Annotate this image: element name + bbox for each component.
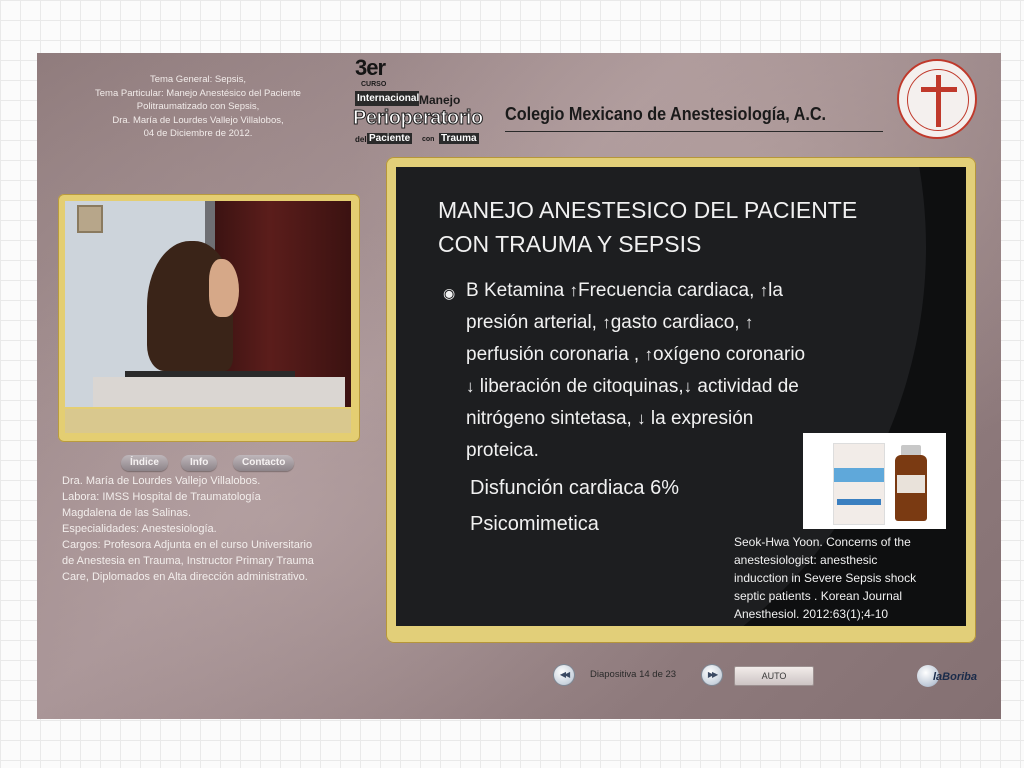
course-manejo: Manejo — [419, 93, 461, 107]
brand-logo[interactable] — [917, 661, 987, 691]
body-text: nitrógeno sintetasa, — [466, 408, 638, 429]
course-perioperatorio: Perioperatorio — [353, 107, 483, 129]
speaker-line: Dra. María de Lourdes Vallejo Villalobos. — [62, 475, 261, 487]
session-info — [67, 73, 329, 141]
slide-counter: Diapositiva 14 de 23 — [590, 669, 677, 680]
arrow-up-icon: ↑ — [569, 281, 578, 300]
course-internacional: Internacional — [357, 93, 420, 104]
body-text: proteica. — [466, 440, 539, 461]
arrow-down-icon: ↓ — [637, 409, 646, 428]
seal-cross-horizontal — [921, 87, 957, 92]
session-line: Dra. María de Lourdes Vallejo Villalobos, — [112, 114, 284, 126]
arrow-down-icon: ↓ — [683, 377, 693, 396]
body-text: oxígeno coronario — [653, 344, 806, 365]
seal-cross-vertical — [936, 75, 941, 127]
fast-forward-icon: ▶▶ — [707, 670, 717, 679]
speaker-video-panel — [58, 194, 360, 442]
arrow-up-icon: ↑ — [602, 313, 611, 332]
session-line: Politraumatizado con Sepsis, — [136, 101, 260, 112]
course-curso: CURSO — [361, 81, 387, 88]
slide — [396, 167, 966, 626]
slide-body-line — [466, 275, 805, 307]
arrow-down-icon: ↓ — [466, 377, 475, 396]
speaker-line: Especialidades: Anestesiología. — [62, 523, 217, 535]
body-text: Frecuencia cardiaca, — [578, 280, 760, 301]
slide-extra-disfuncion: Disfunción cardiaca 6% — [470, 477, 679, 499]
slide-panel — [386, 157, 976, 643]
session-line: 04 de Diciembre de 2012. — [143, 128, 253, 139]
body-text: la — [768, 280, 783, 301]
course-edition: 3er — [355, 55, 386, 80]
slide-title — [438, 193, 857, 261]
reference-line: inducction in Severe Sepsis shock — [734, 571, 917, 585]
reference-line: anestesiologist: anesthesic — [734, 553, 878, 567]
video-picture-frame — [77, 205, 103, 233]
drug-box-label — [837, 499, 881, 505]
header-divider — [505, 131, 883, 132]
body-text: presión arterial, — [466, 312, 603, 333]
ketamine-product-image — [803, 433, 946, 529]
speaker-line: Labora: IMSS Hospital de Traumatología — [62, 491, 261, 503]
arrow-up-icon: ↑ — [744, 313, 754, 332]
course-trauma: Trauma — [441, 133, 477, 144]
prev-slide-button[interactable] — [554, 665, 574, 685]
slide-body-line — [466, 339, 805, 371]
slide-body-line — [466, 371, 805, 403]
arrow-up-icon: ↑ — [644, 345, 653, 364]
speaker-video[interactable] — [65, 201, 351, 407]
presentation-frame — [37, 53, 1001, 719]
body-text: actividad de — [697, 376, 799, 397]
speaker-line: Cargos: Profesora Adjunta en el curso Universitario — [62, 539, 313, 551]
college-seal-icon — [897, 59, 977, 139]
body-text: perfusión coronaria , — [466, 344, 645, 365]
speaker-line: de Anestesia en Trauma, Instructor Primary Trauma — [62, 555, 314, 567]
session-line: Tema Particular: Manejo Anestésico del Paciente — [95, 87, 301, 99]
slide-title-line: MANEJO ANESTESICO DEL PACIENTE — [438, 197, 858, 223]
course-del: del — [355, 135, 367, 144]
brand-text: laBoriba — [933, 671, 978, 683]
speaker-line: Magdalena de las Salinas. — [62, 507, 192, 519]
player-controls — [37, 655, 1001, 695]
slide-body-line — [466, 435, 805, 467]
slide-reference — [734, 533, 962, 623]
video-podium — [93, 377, 345, 407]
slide-body-line — [466, 307, 805, 339]
speaker-info — [62, 473, 392, 585]
slide-extra-psicomimetica: Psicomimetica — [470, 513, 599, 535]
rewind-icon: ◀◀ — [559, 670, 569, 679]
body-text: la expresión — [650, 408, 754, 429]
course-con: con — [422, 136, 435, 143]
body-text: liberación de citoquinas, — [479, 376, 684, 397]
bullet-circle-icon: ◉ — [443, 285, 456, 301]
reference-line: Seok-Hwa Yoon. Concerns of the — [734, 535, 911, 549]
slide-body — [466, 275, 805, 467]
next-slide-button[interactable] — [702, 665, 722, 685]
auto-play-button[interactable]: AUTO — [734, 666, 814, 686]
drug-box-stripe — [834, 468, 884, 482]
nav-contacto-button[interactable]: Contacto — [233, 455, 294, 471]
session-line: Tema General: Sepsis, — [149, 74, 247, 85]
body-text: B Ketamina — [466, 280, 570, 301]
drug-bottle-label — [897, 475, 925, 493]
reference-line: septic patients . Korean Journal — [734, 589, 903, 603]
college-name: Colegio Mexicano de Anestesiología, A.C. — [505, 104, 827, 124]
speaker-line: Care, Diplomados en Alta dirección administrativo. — [62, 571, 308, 583]
reference-line: Anesthesiol. 2012:63(1);4-10 — [734, 607, 889, 621]
slide-body-line — [466, 403, 805, 435]
nav-indice-button[interactable]: Índice — [121, 455, 168, 471]
arrow-up-icon: ↑ — [759, 281, 769, 300]
slide-title-line: CON TRAUMA Y SEPSIS — [438, 231, 702, 257]
drug-box — [833, 443, 885, 525]
video-footer — [65, 409, 351, 433]
body-text: gasto cardiaco, — [610, 312, 745, 333]
course-logo — [353, 57, 493, 149]
nav-info-button[interactable]: Info — [181, 455, 217, 471]
course-paciente: Paciente — [369, 133, 411, 144]
